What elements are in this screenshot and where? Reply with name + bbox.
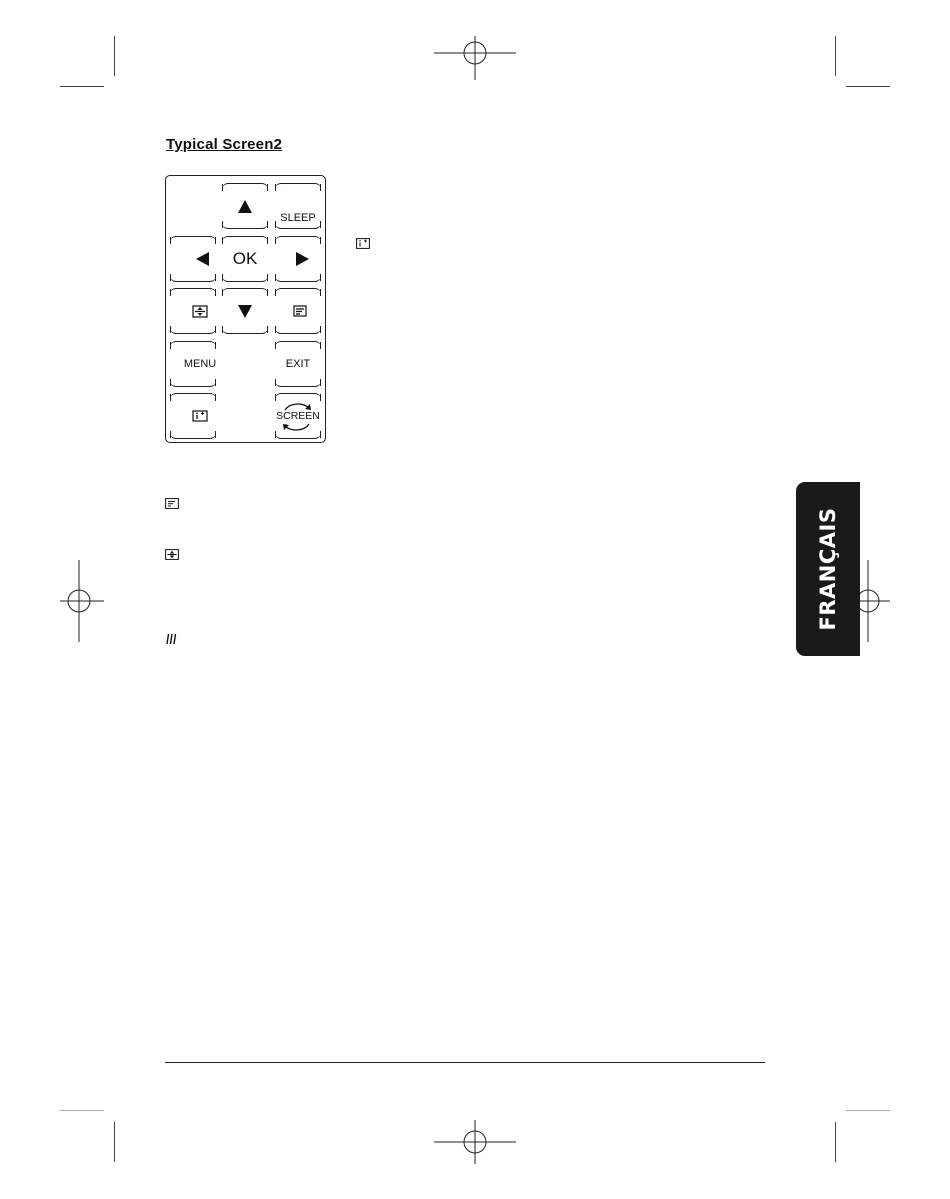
text-button[interactable] (275, 288, 321, 334)
up-arrow-icon (238, 200, 252, 213)
down-arrow-icon (238, 305, 252, 318)
left-arrow-icon (196, 252, 209, 266)
registration-mark-icon (60, 560, 104, 642)
slash-marks-icon (166, 633, 178, 645)
text-icon (293, 305, 307, 317)
menu-label: MENU (183, 358, 217, 370)
language-tab (796, 482, 860, 656)
exit-label: EXIT (285, 358, 311, 370)
screen-button[interactable] (275, 393, 321, 439)
info-icon (356, 238, 370, 249)
page-heading: Typical Screen2 (166, 136, 283, 153)
text-icon (165, 498, 179, 509)
down-button[interactable] (222, 288, 268, 334)
ok-button[interactable] (222, 236, 268, 282)
adjust-button[interactable] (170, 288, 216, 334)
registration-mark-icon (434, 36, 516, 80)
footer-rule (165, 1062, 765, 1063)
exit-button[interactable] (275, 341, 321, 387)
right-button[interactable] (275, 236, 321, 282)
adjust-icon (165, 549, 179, 560)
info-icon (192, 410, 208, 422)
ok-label: OK (232, 249, 258, 268)
info-button[interactable] (170, 393, 216, 439)
menu-button[interactable] (170, 341, 216, 387)
remote-panel (165, 175, 326, 443)
registration-mark-icon (434, 1120, 516, 1164)
up-button[interactable] (222, 183, 268, 229)
sleep-label: SLEEP (280, 212, 316, 224)
screen-label: SCREEN (276, 410, 320, 422)
right-arrow-icon (296, 252, 309, 266)
language-tab-label: FRANÇAIS (816, 507, 840, 631)
left-button[interactable] (170, 236, 216, 282)
adjust-icon (192, 305, 208, 318)
sleep-button[interactable] (275, 183, 321, 229)
